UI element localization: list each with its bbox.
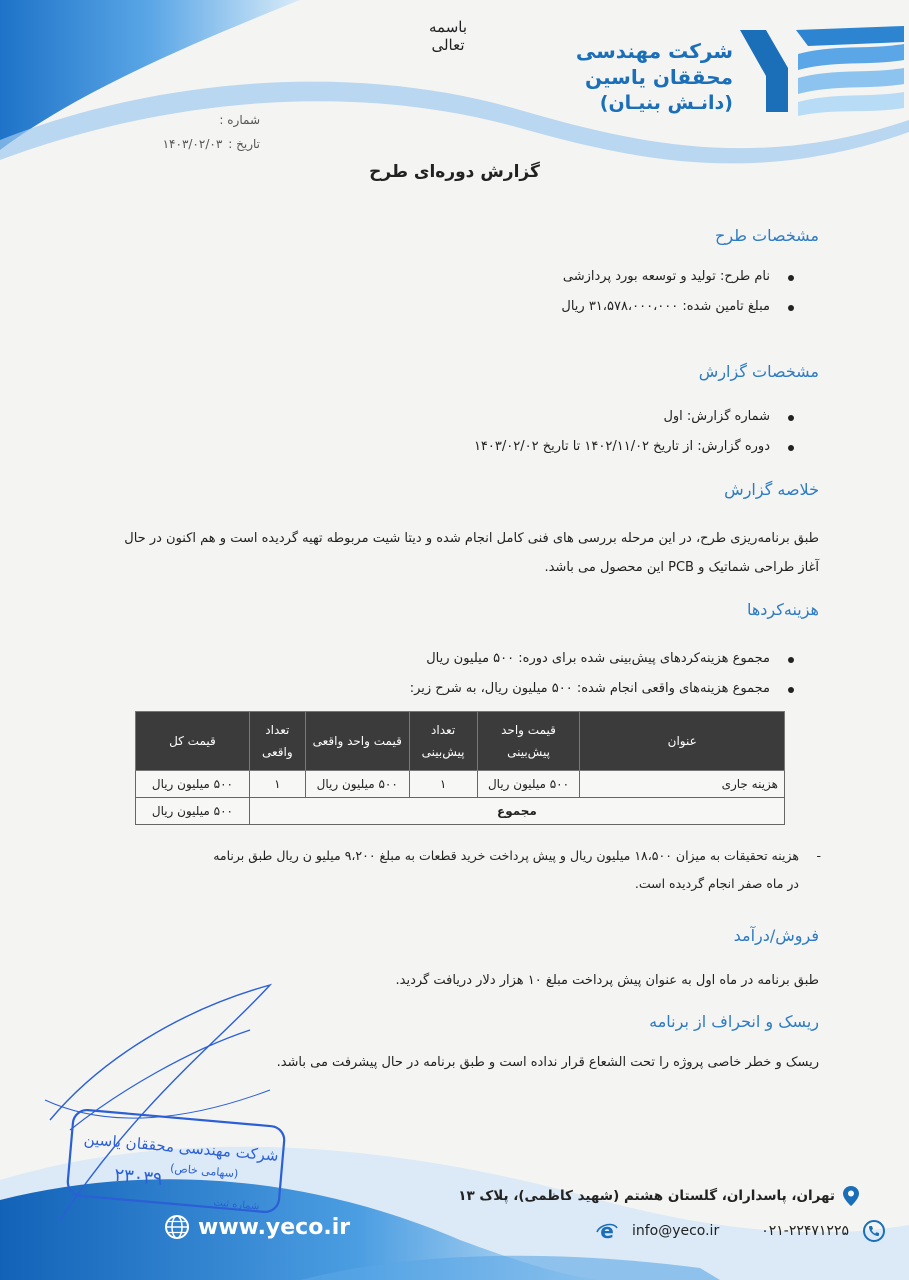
list-item: شماره گزارش: اول bbox=[474, 402, 794, 432]
company-logo bbox=[736, 20, 908, 120]
stamp-text-bottom: شماره ثبت bbox=[212, 1197, 260, 1213]
sales-text: طبق برنامه در ماه اول به عنوان پیش پرداخت مبلغ ۱۰ هزار دلار دریافت گردید. bbox=[395, 973, 819, 988]
website-text[interactable]: www.yeco.ir bbox=[198, 1214, 351, 1240]
col-unit-price-actual: قیمت واحد واقعی bbox=[305, 712, 409, 771]
svg-text:e: e bbox=[600, 1220, 614, 1242]
date-label: تاریخ : bbox=[228, 137, 260, 151]
footer-address bbox=[458, 1186, 859, 1206]
risk-text: ریسک و خطر خاصی پروژه را تحت الشعاع قرار نداده است و طبق برنامه در حال پیشرفت می باشد. bbox=[276, 1055, 819, 1070]
summary-paragraph bbox=[119, 524, 819, 582]
list-item: مجموع هزینه‌کردهای پیش‌بینی شده برای دوره: ۵۰۰ میلیون ریال bbox=[410, 644, 794, 674]
cell-qty-actual: ۱ bbox=[249, 771, 305, 798]
cost-table bbox=[135, 711, 785, 825]
note-line1: هزینه تحقیقات به میزان ۱۸،۵۰۰ میلیون ریال و پیش پرداخت خرید قطعات به مبلغ ۹،۲۰۰ میلیو ن ریال طبق برنامه bbox=[213, 848, 799, 863]
col-total-price: قیمت کل bbox=[136, 712, 250, 771]
phone-text[interactable]: ۰۲۱-۲۲۴۷۱۲۲۵ bbox=[761, 1223, 849, 1239]
letter-meta bbox=[120, 108, 260, 156]
globe-icon bbox=[164, 1214, 190, 1240]
company-stamp bbox=[40, 980, 300, 1240]
risk-heading: ریسک و انحراف از برنامه bbox=[649, 1012, 819, 1031]
list-item: مجموع هزینه‌های واقعی انجام شده: ۵۰۰ میلیون ریال، به شرح زیر: bbox=[410, 674, 794, 704]
sales-heading: فروش/درآمد bbox=[733, 926, 819, 945]
summary-line2: آغاز طراحی شماتیک و PCB این محصول می باشد. bbox=[544, 560, 819, 575]
cell-total-price: ۵۰۰ میلیون ریال bbox=[136, 771, 250, 798]
browser-e-icon bbox=[596, 1220, 618, 1242]
document-title: گزارش دوره‌ای طرح bbox=[369, 162, 540, 182]
phone-icon bbox=[863, 1220, 885, 1242]
project-specs-heading: مشخصات طرح bbox=[715, 226, 819, 245]
report-specs-heading: مشخصات گزارش bbox=[698, 362, 819, 381]
table-row bbox=[136, 771, 785, 798]
note-line2: در ماه صفر انجام گردیده است. bbox=[634, 876, 799, 891]
location-pin-icon bbox=[843, 1186, 859, 1206]
table-header-row bbox=[136, 712, 785, 771]
table-total-row bbox=[136, 798, 785, 825]
cell-title: هزینه جاری bbox=[580, 771, 785, 798]
footer-contact bbox=[596, 1220, 885, 1242]
company-name-line3: (دانـش بنیـان) bbox=[599, 92, 733, 114]
number-label: شماره : bbox=[219, 113, 260, 127]
total-label: مجموع bbox=[249, 798, 784, 825]
costs-list bbox=[410, 644, 794, 704]
list-item: دوره گزارش: از تاریخ ۱۴۰۲/۱۱/۰۲ تا تاریخ ۱۴۰۳/۰۲/۰۲ bbox=[474, 432, 794, 462]
costs-note bbox=[119, 842, 821, 898]
summary-line1: طبق برنامه‌ریزی طرح، در این مرحله بررسی های فنی کامل انجام شده و دیتا شیت مربوطه تهیه گردیده است و هم اکنون در حال bbox=[124, 531, 819, 546]
footer-website bbox=[164, 1214, 350, 1240]
stamp-number: ۲۳۰۳۹ bbox=[113, 1164, 164, 1190]
total-value: ۵۰۰ میلیون ریال bbox=[136, 798, 250, 825]
company-name bbox=[513, 38, 733, 116]
cell-unit-price-forecast: ۵۰۰ میلیون ریال bbox=[477, 771, 580, 798]
costs-heading: هزینه‌کردها bbox=[746, 600, 819, 619]
cell-qty-forecast: ۱ bbox=[409, 771, 477, 798]
company-name-line1: شرکت مهندسی bbox=[575, 39, 733, 63]
summary-heading: خلاصه گزارش bbox=[724, 480, 819, 499]
col-qty-actual: تعداد واقعی bbox=[249, 712, 305, 771]
col-qty-forecast: تعداد پیش‌بینی bbox=[409, 712, 477, 771]
company-name-line2: محققان یاسین bbox=[585, 65, 733, 89]
report-specs-list bbox=[474, 402, 794, 462]
note-dash: - bbox=[816, 848, 821, 863]
address-text: تهران، پاسداران، گلستان هشتم (شهید کاظمی)، پلاک ۱۳ bbox=[458, 1188, 835, 1204]
list-item: مبلغ تامین شده: ۳۱،۵۷۸،۰۰۰،۰۰۰ ریال bbox=[561, 292, 794, 322]
col-title: عنوان bbox=[580, 712, 785, 771]
email-text[interactable]: info@yeco.ir bbox=[631, 1223, 720, 1239]
cell-unit-price-actual: ۵۰۰ میلیون ریال bbox=[305, 771, 409, 798]
project-specs-list bbox=[561, 262, 794, 322]
date-value: ۱۴۰۳/۰۲/۰۳ bbox=[162, 137, 223, 151]
basmala: باسمه تعالی bbox=[428, 18, 468, 54]
col-unit-price-forecast: قیمت واحد پیش‌بینی bbox=[477, 712, 580, 771]
stamp-text-mid: (سهامی خاص) bbox=[169, 1161, 239, 1181]
stamp-text-top: شرکت مهندسی محققان یاسین bbox=[83, 1129, 280, 1165]
list-item: نام طرح: تولید و توسعه بورد پردازشی bbox=[561, 262, 794, 292]
